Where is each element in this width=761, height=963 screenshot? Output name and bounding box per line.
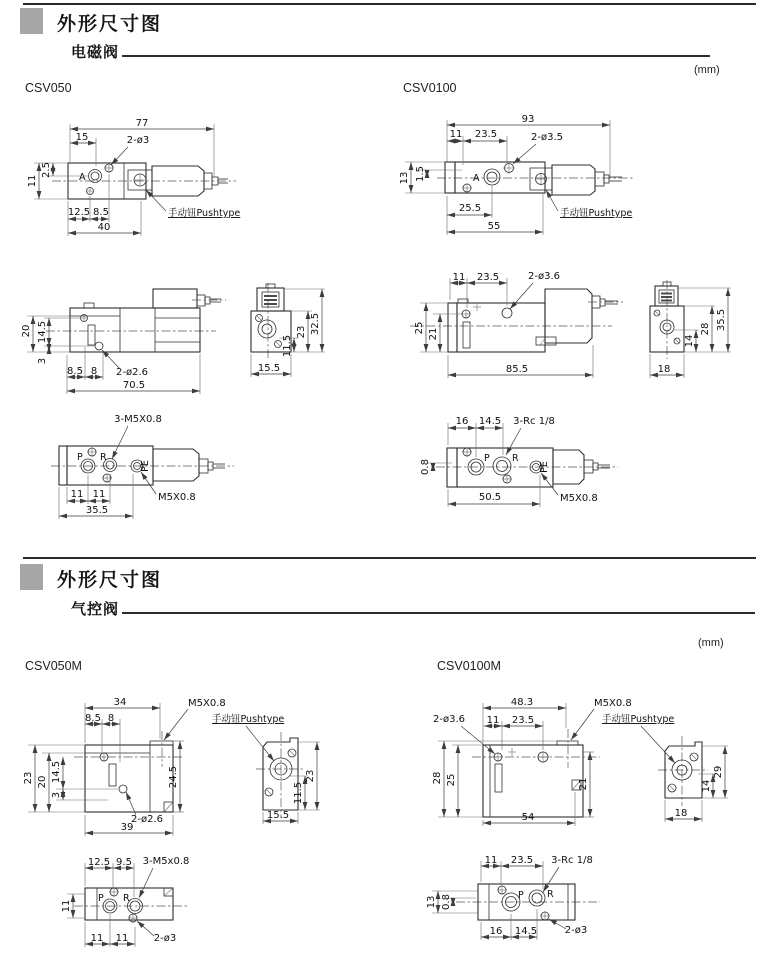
dim-39: 39 (120, 822, 134, 833)
dim-28: 28 (700, 322, 711, 336)
csv050-top-view (27, 118, 240, 236)
dim-48-3: 48.3 (510, 697, 534, 708)
port-a-label: A (79, 172, 86, 183)
dim-23-5: 23.5 (476, 272, 500, 283)
csv0100-side-view (410, 271, 623, 378)
dim-11: 11 (452, 272, 466, 283)
dim-20: 20 (37, 775, 48, 789)
dim-14-5: 14.5 (37, 320, 48, 344)
dim-24-5: 24.5 (168, 765, 179, 789)
csv0100-end-view (650, 280, 731, 378)
section1-marker-square (20, 8, 43, 34)
dim-11a: 11 (70, 489, 84, 500)
dim-11-5: 11.5 (293, 781, 304, 805)
section1-drawings (0, 100, 761, 560)
section2-drawings (0, 680, 761, 963)
section1-subtitle-rule (122, 55, 710, 57)
label-2-d26: 2-ø2.6 (116, 367, 148, 378)
dim-23-5: 23.5 (474, 129, 498, 140)
section2-model-right: CSV0100M (437, 659, 501, 673)
section2-unit: (mm) (698, 637, 724, 649)
dim-14: 14 (684, 334, 695, 348)
dim-11: 11 (27, 174, 38, 188)
csv0100m-bottom-view (426, 855, 600, 940)
dim-77: 77 (135, 118, 149, 129)
dim-23: 23 (23, 771, 34, 785)
port-a-label: A (473, 173, 480, 184)
dim-11b: 11 (115, 933, 129, 944)
port-p-label: P (518, 890, 524, 901)
push-button-label: 手动钮Pushtype (560, 208, 633, 219)
port-p-label: P (98, 893, 104, 904)
dim-35-5: 35.5 (716, 308, 727, 332)
section1-unit: (mm) (694, 64, 720, 76)
label-2-d26: 2-ø2.6 (131, 814, 163, 825)
dim-32-5: 32.5 (310, 312, 321, 336)
dim-0-8: 0.8 (441, 894, 452, 910)
dim-54: 54 (521, 812, 535, 823)
label-2-d3: 2-ø3 (153, 933, 177, 944)
dim-21: 21 (578, 777, 589, 791)
page-top-rule (23, 3, 756, 5)
dim-15-5: 15.5 (257, 363, 281, 374)
dim-16: 16 (489, 926, 503, 937)
dim-8-5: 8.5 (85, 713, 101, 724)
csv050m-side-view (23, 697, 226, 836)
label-m5: M5X0.8 (594, 698, 632, 709)
dim-15-5: 15.5 (266, 810, 290, 821)
dim-18: 18 (657, 364, 671, 375)
dim-25: 25 (414, 321, 425, 335)
section2-subtitle-rule (122, 612, 755, 614)
port-p-label: P (77, 452, 83, 463)
dim-15: 15 (75, 132, 89, 143)
section1-model-right: CSV0100 (403, 81, 457, 95)
dim-35-5: 35.5 (85, 505, 109, 516)
dim-34: 34 (113, 697, 127, 708)
port-pe-label: PE (140, 460, 151, 472)
dim-50-5: 50.5 (478, 492, 502, 503)
label-2-d35: 2-ø3.5 (531, 132, 563, 143)
port-r-label: R (100, 452, 107, 463)
dim-8: 8 (107, 713, 115, 724)
push-button-label: 手动钮Pushtype (168, 208, 241, 219)
section1-title: 外形尺寸图 (57, 14, 163, 35)
dim-13: 13 (399, 171, 410, 185)
port-p-label: P (484, 453, 490, 464)
dim-70-5: 70.5 (122, 380, 146, 391)
dim-40: 40 (97, 222, 111, 233)
port-r-label: R (123, 893, 130, 904)
label-2-d3: 2-ø3 (126, 135, 150, 146)
csv0100-bottom-view (420, 416, 618, 507)
port-pe-label: PE (539, 461, 550, 473)
dim-14-5: 14.5 (478, 416, 502, 427)
dim-11-left: 11 (61, 899, 72, 913)
label-2-d36: 2-ø3.6 (528, 271, 560, 282)
dim-0-8: 0.8 (420, 459, 431, 475)
section2-marker-square (20, 564, 43, 590)
section2-subtitle: 气控阀 (71, 601, 120, 618)
section2-top-rule (23, 557, 756, 559)
label-m5: M5X0.8 (560, 493, 598, 504)
dim-28: 28 (432, 771, 443, 785)
dim-14-5: 14.5 (51, 760, 62, 784)
label-2-d3: 2-ø3 (564, 925, 588, 936)
label-3-m5: 3-M5X0.8 (114, 414, 162, 425)
dim-11: 11 (486, 715, 500, 726)
label-3-rc: 3-Rc 1/8 (513, 416, 555, 427)
dim-20: 20 (21, 324, 32, 338)
push-button-label: 手动钮Pushtype (212, 714, 285, 725)
dim-25-5: 25.5 (458, 203, 482, 214)
dim-85-5: 85.5 (505, 364, 529, 375)
dim-12-5: 12.5 (67, 207, 91, 218)
dim-2-5: 2.5 (41, 162, 52, 178)
dim-23-5: 23.5 (511, 715, 535, 726)
dim-11a: 11 (90, 933, 104, 944)
label-m5: M5X0.8 (158, 492, 196, 503)
dim-3: 3 (37, 357, 48, 365)
dim-14-5: 14.5 (514, 926, 538, 937)
port-r-label: R (512, 453, 519, 464)
label-m5: M5X0.8 (188, 698, 226, 709)
dim-23: 23 (296, 325, 307, 339)
csv050m-bottom-view (61, 856, 189, 947)
dim-11-5: 11.5 (282, 334, 293, 358)
dim-55: 55 (487, 221, 501, 232)
csv050m-end-view (212, 713, 320, 824)
push-button-label: 手动钮Pushtype (602, 714, 675, 725)
dim-12-5: 12.5 (87, 857, 111, 868)
dim-93: 93 (521, 114, 535, 125)
dim-8: 8 (90, 366, 98, 377)
csv0100-top-view (399, 114, 634, 235)
dim-1-5: 1.5 (415, 166, 426, 182)
label-3-m5: 3-M5x0.8 (142, 856, 190, 867)
dim-11: 11 (449, 129, 463, 140)
label-2-d36: 2-ø3.6 (433, 714, 465, 725)
label-3-rc: 3-Rc 1/8 (551, 855, 593, 866)
dim-23-5: 23.5 (510, 855, 534, 866)
csv050-bottom-view (51, 414, 234, 519)
dim-11: 11 (484, 855, 498, 866)
dim-13: 13 (426, 895, 437, 909)
section1-model-left: CSV050 (25, 81, 72, 95)
dim-11b: 11 (92, 489, 106, 500)
dim-16: 16 (455, 416, 469, 427)
section2-title: 外形尺寸图 (57, 570, 163, 591)
dim-18: 18 (674, 808, 688, 819)
csv050-end-view (251, 283, 325, 377)
dim-14: 14 (701, 779, 712, 793)
dim-25: 25 (446, 773, 457, 787)
section1-subtitle: 电磁阀 (71, 44, 120, 61)
dim-3: 3 (51, 791, 62, 799)
csv050-side-view (21, 289, 226, 394)
port-r-label: R (547, 889, 554, 900)
dim-9-5: 9.5 (116, 857, 132, 868)
dim-21: 21 (428, 327, 439, 341)
dim-29: 29 (713, 765, 724, 779)
dim-23: 23 (305, 769, 316, 783)
csv0100m-end-view (602, 713, 728, 822)
dim-8-5: 8.5 (93, 207, 109, 218)
section2-model-left: CSV050M (25, 659, 82, 673)
dim-8-5: 8.5 (67, 366, 83, 377)
